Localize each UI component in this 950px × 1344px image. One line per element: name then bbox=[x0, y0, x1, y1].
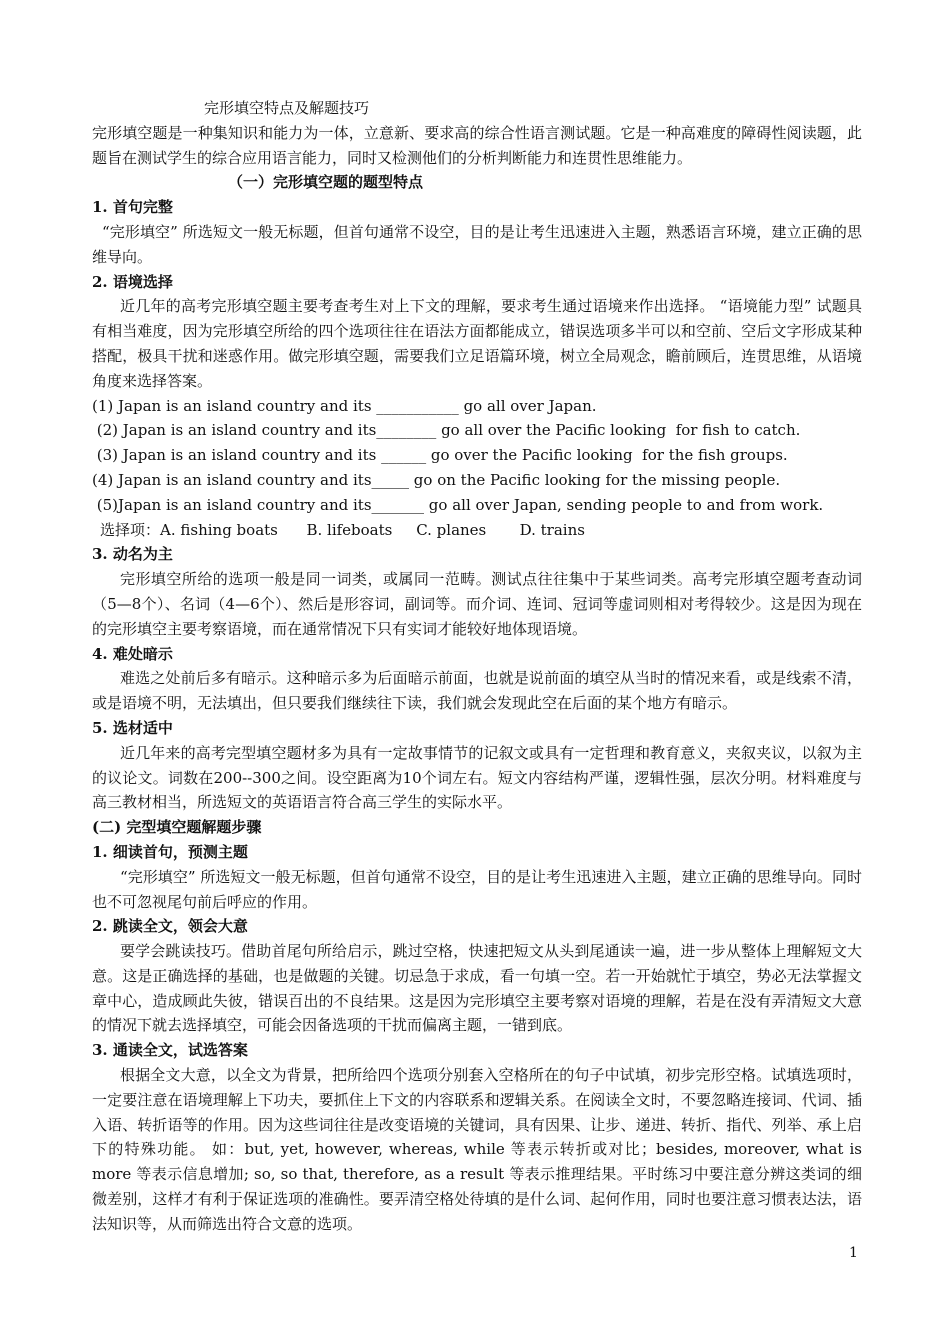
heading-3: 3. 动名为主 bbox=[92, 545, 173, 564]
paragraph-4: 难选之处前后多有暗示。这种暗示多为后面暗示前面，也就是说前面的填空从当时的情况来看，或是线索不清，或是语境不明，无法填出，但只要我们继续往下读，我们就会发现此空在后面的某个地方有暗示。 bbox=[92, 669, 862, 713]
step-paragraph-3: 根据全文大意，以全文为背景，把所给四个选项分别套入空格所在的句子中试填，初步完形空格。试填选项时，一定要注意在语境理解上下功夫，要抓住上下文的内容联系和逻辑关系。在阅读全文时，不要忽略连接词、代词、插入语、转折语等的作用。因为这些词往往是改变语境的关键词，具有因果、让步、递进、转折、指代、列举、承上启下的特殊功能。 如：but, yet, however, whereas, while 等表示转折或对比；besides, moreover, what is more 等表示信息增加; so, so that, therefore, as a result 等表示推理结果。平时练习中要注意分辨这类词的细微差别，这样才有利于保证选项的准确性。要弄清空格处待填的是什么词、起何作用，同时也要注意习惯表达法，语法知识等，从而筛选出符合文意的选项。 bbox=[92, 1066, 862, 1233]
example-sentence-2: (2) Japan is an island country and its________ go all over the Pacific looking for fish to catch. bbox=[92, 421, 801, 440]
heading-1: 1. 首句完整 bbox=[92, 198, 173, 217]
section-heading-1: （一）完形填空题的题型特点 bbox=[228, 173, 424, 192]
heading-5: 5. 选材适中 bbox=[92, 718, 173, 737]
paragraph-3: 完形填空所给的选项一般是同一词类，或属同一范畴。测试点往往集中于某些词类。高考完形填空题考查动词（5—8个）、名词（4—6个）、然后是形容词，副词等。而介词、连词、冠词等虚词则相对考得较少。这是因为现在的完形填空主要考察语境，而在通常情况下只有实词才能较好地体现语境。 bbox=[92, 570, 862, 638]
doc-title: 完形填空特点及解题技巧 bbox=[204, 99, 370, 117]
example-sentence-4: (4) Japan is an island country and its_____ go on the Pacific looking for the missing people. bbox=[92, 470, 781, 489]
example-sentence-3: (3) Japan is an island country and its ______ go over the Pacific looking for the fish groups. bbox=[92, 446, 788, 465]
step-heading-1: 1. 细读首句，预测主题 bbox=[92, 842, 248, 861]
answer-options: 选择项：A. fishing boats B. lifeboats C. planes D. trains bbox=[100, 520, 585, 539]
document-body bbox=[92, 96, 862, 1237]
step-heading-2: 2. 跳读全文，领会大意 bbox=[92, 917, 248, 936]
example-sentence-5: (5)Japan is an island country and its_______ go all over Japan, sending people to and from work. bbox=[92, 495, 824, 514]
paragraph-1: “完形填空” 所选短文一般无标题，但首句通常不设空，目的是让考生迅速进入主题，熟悉语言环境，建立正确的思维导向。 bbox=[92, 222, 862, 266]
example-sentence-1: (1) Japan is an island country and its ___________ go all over Japan. bbox=[92, 396, 597, 415]
section-heading-2: (二) 完型填空题解题步骤 bbox=[92, 818, 262, 837]
heading-4: 4. 难处暗示 bbox=[92, 644, 173, 663]
step-paragraph-2: 要学会跳读技巧。借助首尾句所给启示，跳过空格，快速把短文从头到尾通读一遍，进一步从整体上理解短文大意。这是正确选择的基础，也是做题的关键。切忌急于求成，看一句填一空。若一开始就忙于填空，势必无法掌握文章中心，造成顾此失彼，错误百出的不良结果。这是因为完形填空主要考察对语境的理解，若是在没有弄清短文大意的情况下就去选择填空，可能会因备选项的干扰而偏离主题，一错到底。 bbox=[92, 942, 862, 1035]
step-paragraph-1: “完形填空” 所选短文一般无标题，但首句通常不设空，目的是让考生迅速进入主题，建立正确的思维导向。同时也不可忽视尾句前后呼应的作用。 bbox=[92, 867, 862, 911]
step-heading-3: 3. 通读全文，试选答案 bbox=[92, 1041, 248, 1060]
heading-2: 2. 语境选择 bbox=[92, 272, 173, 291]
page-number: 1 bbox=[849, 1245, 858, 1261]
paragraph-5: 近几年来的高考完型填空题材多为具有一定故事情节的记叙文或具有一定哲理和教育意义，夹叙夹议，以叙为主的议论文。词数在200--300之间。设空距离为10个词左右。短文内容结构严谨，逻辑性强，层次分明。材料难度与高三教材相当，所选短文的英语语言符合高三学生的实际水平。 bbox=[92, 743, 862, 812]
paragraph-2: 近几年的高考完形填空题主要考查考生对上下文的理解，要求考生通过语境来作出选择。 “语境能力型” 试题具有相当难度，因为完形填空所给的四个选项往往在语法方面都能成立，错误选项多半可以和空前、空后文字形成某种搭配，极具干扰和迷惑作用。做完形填空题，需要我们立足语篇环境，树立全局观念，瞻前顾后，连贯思维，从语境角度来选择答案。 bbox=[92, 297, 862, 390]
intro-paragraph: 完形填空题是一种集知识和能力为一体，立意新、要求高的综合性语言测试题。它是一种高难度的障碍性阅读题，此题旨在测试学生的综合应用语言能力，同时又检测他们的分析判断能力和连贯性思维能力。 bbox=[92, 123, 862, 167]
